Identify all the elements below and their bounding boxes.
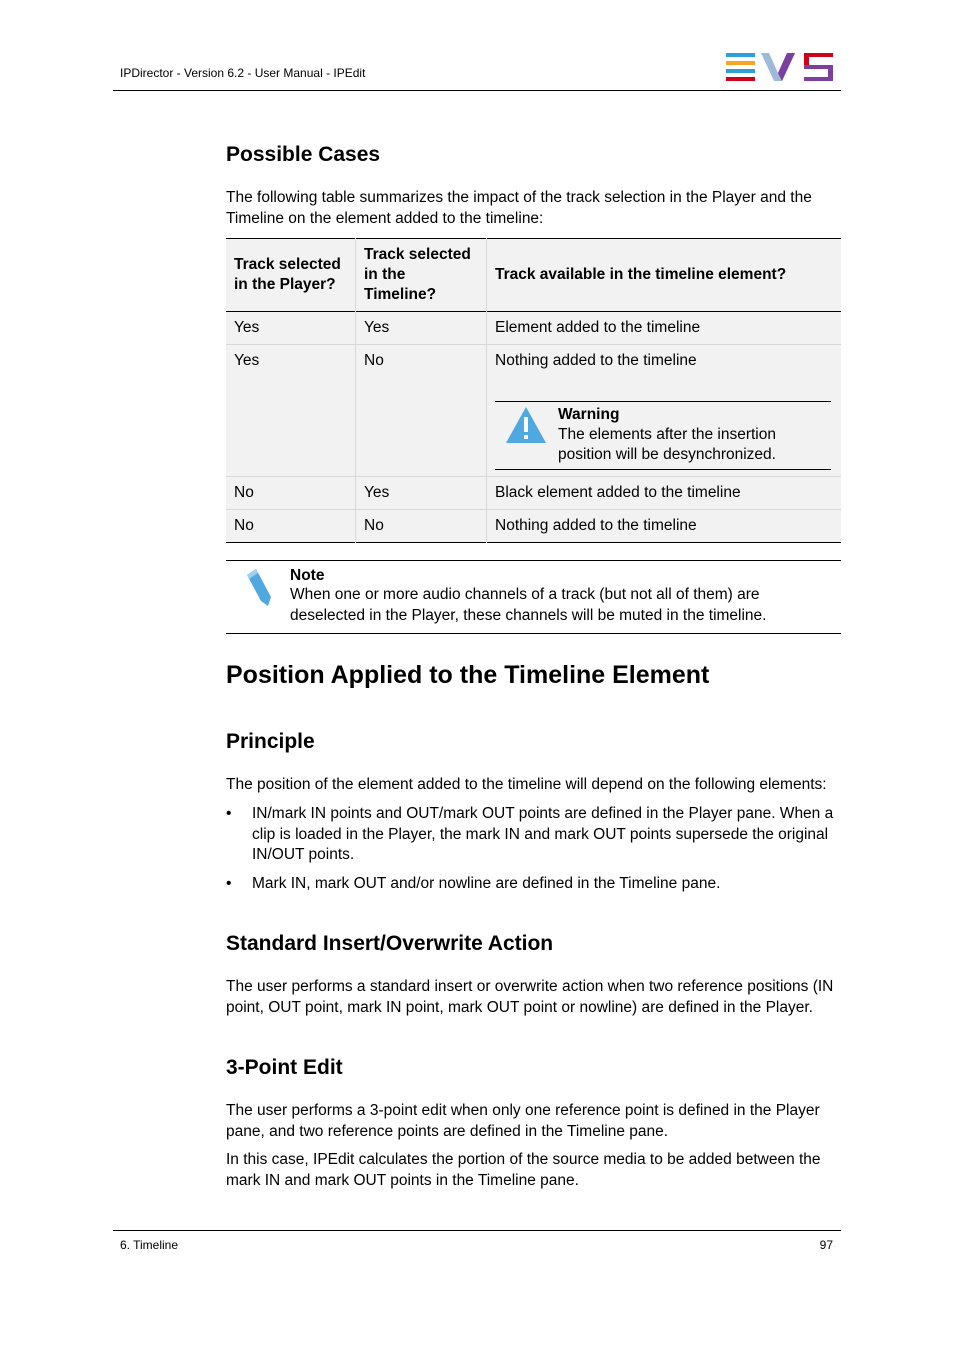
list-item: • IN/mark IN points and OUT/mark OUT points are defined in the Player pane. When a clip is loaded in the Player, the mark IN and mark OUT points supersede the original IN/OUT points. <box>226 805 834 863</box>
note-text: When one or more audio channels of a track (but not all of them) are deselected in the Player, these channels will be muted in the timeline. <box>290 586 767 624</box>
footer-page-number: 97 <box>819 1238 833 1252</box>
track-selection-table <box>226 238 841 543</box>
footer-divider <box>113 1230 841 1231</box>
table-cell: Yes <box>356 312 487 345</box>
list-item-text: Mark IN, mark OUT and/or nowline are defined in the Timeline pane. <box>252 874 721 892</box>
table-cell-with-warning <box>487 345 842 477</box>
table-cell: No <box>226 477 356 510</box>
table-header-row <box>226 239 841 312</box>
evs-logo-icon <box>726 53 834 81</box>
principle-heading: Principle <box>226 730 315 753</box>
list-item: • Mark IN, mark OUT and/or nowline are defined in the Timeline pane. <box>226 874 721 892</box>
table-row <box>226 345 841 477</box>
footer-chapter: 6. Timeline <box>120 1238 179 1252</box>
principle-bullet-list <box>226 804 838 902</box>
pencil-icon <box>244 567 274 607</box>
table-header-cell: Track selected in the Player? <box>226 239 356 312</box>
table-cell: No <box>356 510 487 543</box>
position-section-heading: Position Applied to the Timeline Element <box>226 661 710 689</box>
warning-box <box>495 401 831 470</box>
document-header-title: IPDirector - Version 6.2 - User Manual - IPEdit <box>120 66 366 80</box>
table-cell-text: Nothing added to the timeline <box>495 352 697 369</box>
possible-cases-heading: Possible Cases <box>226 143 381 166</box>
standard-action-heading: Standard Insert/Overwrite Action <box>226 932 554 955</box>
table-cell: Element added to the timeline <box>495 319 701 336</box>
warning-icon <box>505 406 547 444</box>
table-cell: No <box>226 510 356 543</box>
table-cell: Yes <box>226 312 356 345</box>
list-item-text: IN/mark IN points and OUT/mark OUT points are defined in the Player pane. When a clip is loaded in the Player, the mark IN and mark OUT points supersede the original IN/OUT points. <box>252 805 834 863</box>
note-box <box>226 560 841 634</box>
table-row <box>226 312 841 345</box>
possible-cases-intro: The following table summarizes the impact of the track selection in the Player and the Timeline on the element added to the timeline: <box>226 189 812 227</box>
table-row <box>226 510 841 543</box>
table-header-cell: Track selected in the Timeline? <box>356 239 487 312</box>
table-cell: Yes <box>226 345 356 477</box>
table-header-cell: Track available in the timeline element? <box>495 266 787 283</box>
principle-intro: The position of the element added to the timeline will depend on the following elements: <box>226 776 827 793</box>
table-cell: No <box>356 345 487 477</box>
table-cell: Black element added to the timeline <box>495 484 741 501</box>
three-point-edit-text-2: In this case, IPEdit calculates the portion of the source media to be added between the mark IN and mark OUT points in the Timeline pane. <box>226 1151 821 1189</box>
table-cell: Yes <box>356 477 487 510</box>
standard-action-text: The user performs a standard insert or overwrite action when two reference positions (IN point, OUT point, mark IN point, mark OUT point or nowline) are defined in the Player. <box>226 978 834 1016</box>
three-point-edit-heading: 3-Point Edit <box>226 1056 343 1079</box>
note-title: Note <box>290 567 325 584</box>
header-divider <box>113 90 841 91</box>
three-point-edit-text-1: The user performs a 3-point edit when only one reference point is defined in the Player pane, and two reference points are defined in the Timeline pane. <box>226 1102 820 1140</box>
warning-title: Warning <box>558 406 620 423</box>
table-row <box>226 477 841 510</box>
warning-text: The elements after the insertion position will be desynchronized. <box>558 426 776 463</box>
table-cell: Nothing added to the timeline <box>495 517 697 534</box>
